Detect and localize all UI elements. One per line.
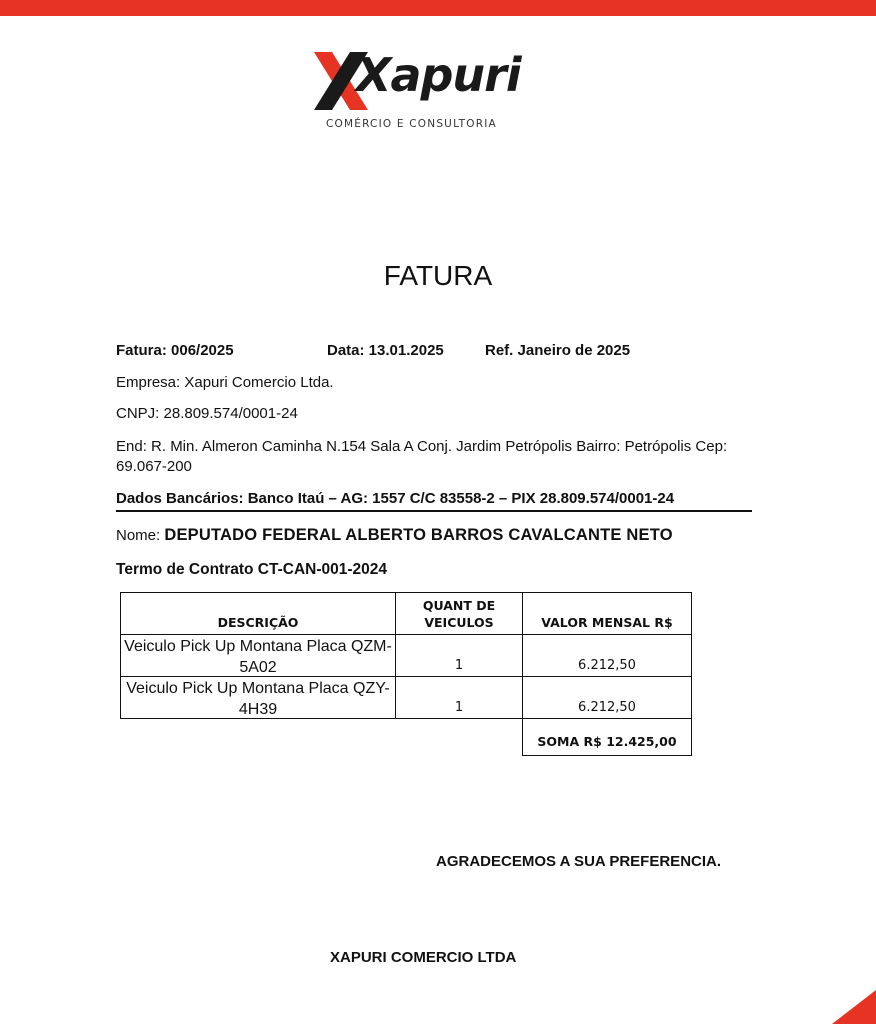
client-name: DEPUTADO FEDERAL ALBERTO BARROS CAVALCANTE NETO [164,526,673,544]
invoice-reference: Ref. Janeiro de 2025 [485,342,631,359]
client-name-label: Nome: [116,527,165,544]
table-header-value: VALOR MENSAL R$ [522,592,692,635]
row-description: Veiculo Pick Up Montana Placa QZY-4H39 [126,680,390,718]
invoice-number: Fatura: 006/2025 [116,342,234,359]
table-row-quantity: 1 [395,676,523,719]
table-header-description: DESCRIÇÃO [120,592,396,635]
company-signature: XAPURI COMERCIO LTDA [330,949,517,966]
thank-you-note: AGRADECEMOS A SUA PREFERENCIA. [436,853,722,870]
bottom-corner-accent [832,990,876,1024]
table-row-quantity: 1 [395,634,523,677]
invoice-date: Data: 13.01.2025 [327,342,444,359]
row-description: Veiculo Pick Up Montana Placa QZM-5A02 [124,638,392,676]
company-name: Empresa: Xapuri Comercio Ltda. [116,374,334,391]
table-header-quantity: QUANT DE VEICULOS [395,592,523,635]
table-row-value: 6.212,50 [522,676,692,719]
section-divider [116,510,752,512]
contract-term: Termo de Contrato CT-CAN-001-2024 [116,561,388,578]
table-row [120,676,396,719]
table-row [120,634,396,677]
document-title: FATURA [383,260,493,291]
table-row-value: 6.212,50 [522,634,692,677]
table-total: SOMA R$ 12.425,00 [522,718,692,756]
logo-tagline: COMÉRCIO E CONSULTORIA [326,118,497,130]
top-accent-bar [0,0,876,16]
company-address: End: R. Min. Almeron Caminha N.154 Sala A Conj. Jardim Petrópolis Bairro: Petrópolis Cep: 69.067-200 [116,438,728,475]
company-cnpj: CNPJ: 28.809.574/0001-24 [116,405,298,422]
company-logo [310,46,521,132]
bank-details: Dados Bancários: Banco Itaú – AG: 1557 C/C 83558-2 – PIX 28.809.574/0001-24 [116,490,675,507]
client-name-line [116,526,673,545]
logo-wordmark: Xapuri [356,48,521,102]
